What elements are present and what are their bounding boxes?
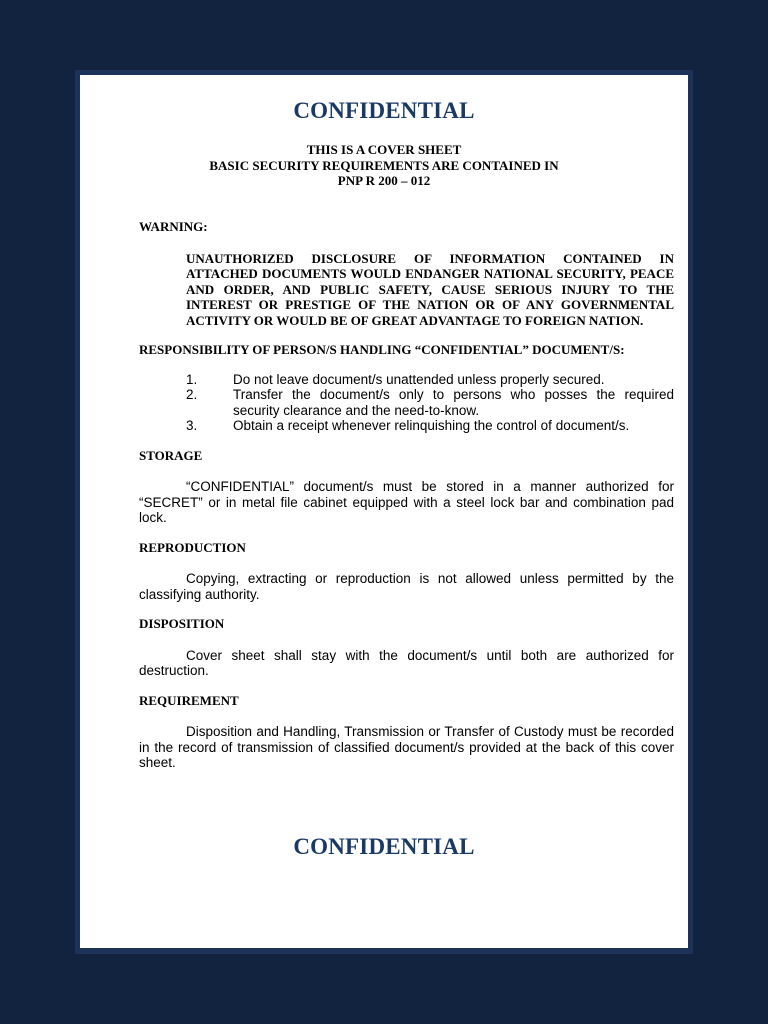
confidential-banner-bottom: CONFIDENTIAL	[293, 834, 475, 859]
cover-sheet-header	[80, 142, 688, 189]
header-line-1: THIS IS A COVER SHEET	[306, 142, 462, 157]
responsibility-heading: RESPONSIBILITY OF PERSON/S HANDLING “CONFIDENTIAL” DOCUMENT/S:	[139, 342, 625, 357]
storage-text: “CONFIDENTIAL” document/s must be stored in a manner authorized for “SECRET” or in metal file cabinet equipped with a steel lock bar and combination pad lock.	[139, 479, 674, 525]
responsibility-list	[139, 372, 674, 434]
disposition-heading: DISPOSITION	[139, 616, 225, 631]
list-item-text: Obtain a receipt whenever relinquishing the control of document/s.	[233, 418, 630, 433]
requirement-heading: REQUIREMENT	[139, 692, 239, 708]
cover-sheet-page	[80, 75, 688, 948]
reproduction-heading: REPRODUCTION	[139, 539, 246, 555]
list-item	[139, 372, 674, 388]
warning-text: UNAUTHORIZED DISCLOSURE OF INFORMATION CONTAINED IN ATTACHED DOCUMENTS WOULD ENDANGER NATIONAL SECURITY, PEACE AND ORDER, AND PUBLIC SAFETY, CAUSE SERIOUS INJURY TO THE INTEREST OR PRESTIGE OF THE NATION OR OF ANY GOVERNMENTAL ACTIVITY OR WOULD BE OF GREAT ADVANTAGE TO FOREIGN NATION.	[186, 250, 674, 328]
list-item-number: 1.	[186, 371, 198, 387]
header-line-3: PNP R 200 – 012	[337, 173, 431, 188]
list-item-number: 2.	[186, 387, 198, 402]
list-item-text: Do not leave document/s unattended unless properly secured.	[233, 371, 605, 387]
storage-heading: STORAGE	[139, 447, 203, 463]
list-item-text: Transfer the document/s only to persons who posses the required security clearance and the need-to-know.	[233, 387, 674, 418]
cover-sheet-body	[139, 219, 674, 771]
list-item	[139, 418, 674, 434]
list-item-number: 3.	[186, 418, 198, 433]
list-item	[139, 387, 674, 418]
header-line-2: BASIC SECURITY REQUIREMENTS ARE CONTAINED IN	[209, 157, 559, 173]
reproduction-text: Copying, extracting or reproduction is not allowed unless permitted by the classifying authority.	[139, 571, 674, 602]
disposition-text: Cover sheet shall stay with the document/s until both are authorized for destruction.	[139, 647, 674, 678]
confidential-banner-top: CONFIDENTIAL	[293, 98, 475, 123]
warning-heading: WARNING:	[139, 219, 208, 234]
requirement-text: Disposition and Handling, Transmission or Transfer of Custody must be recorded in the record of transmission of classified document/s provided at the back of this cover sheet.	[139, 724, 674, 770]
